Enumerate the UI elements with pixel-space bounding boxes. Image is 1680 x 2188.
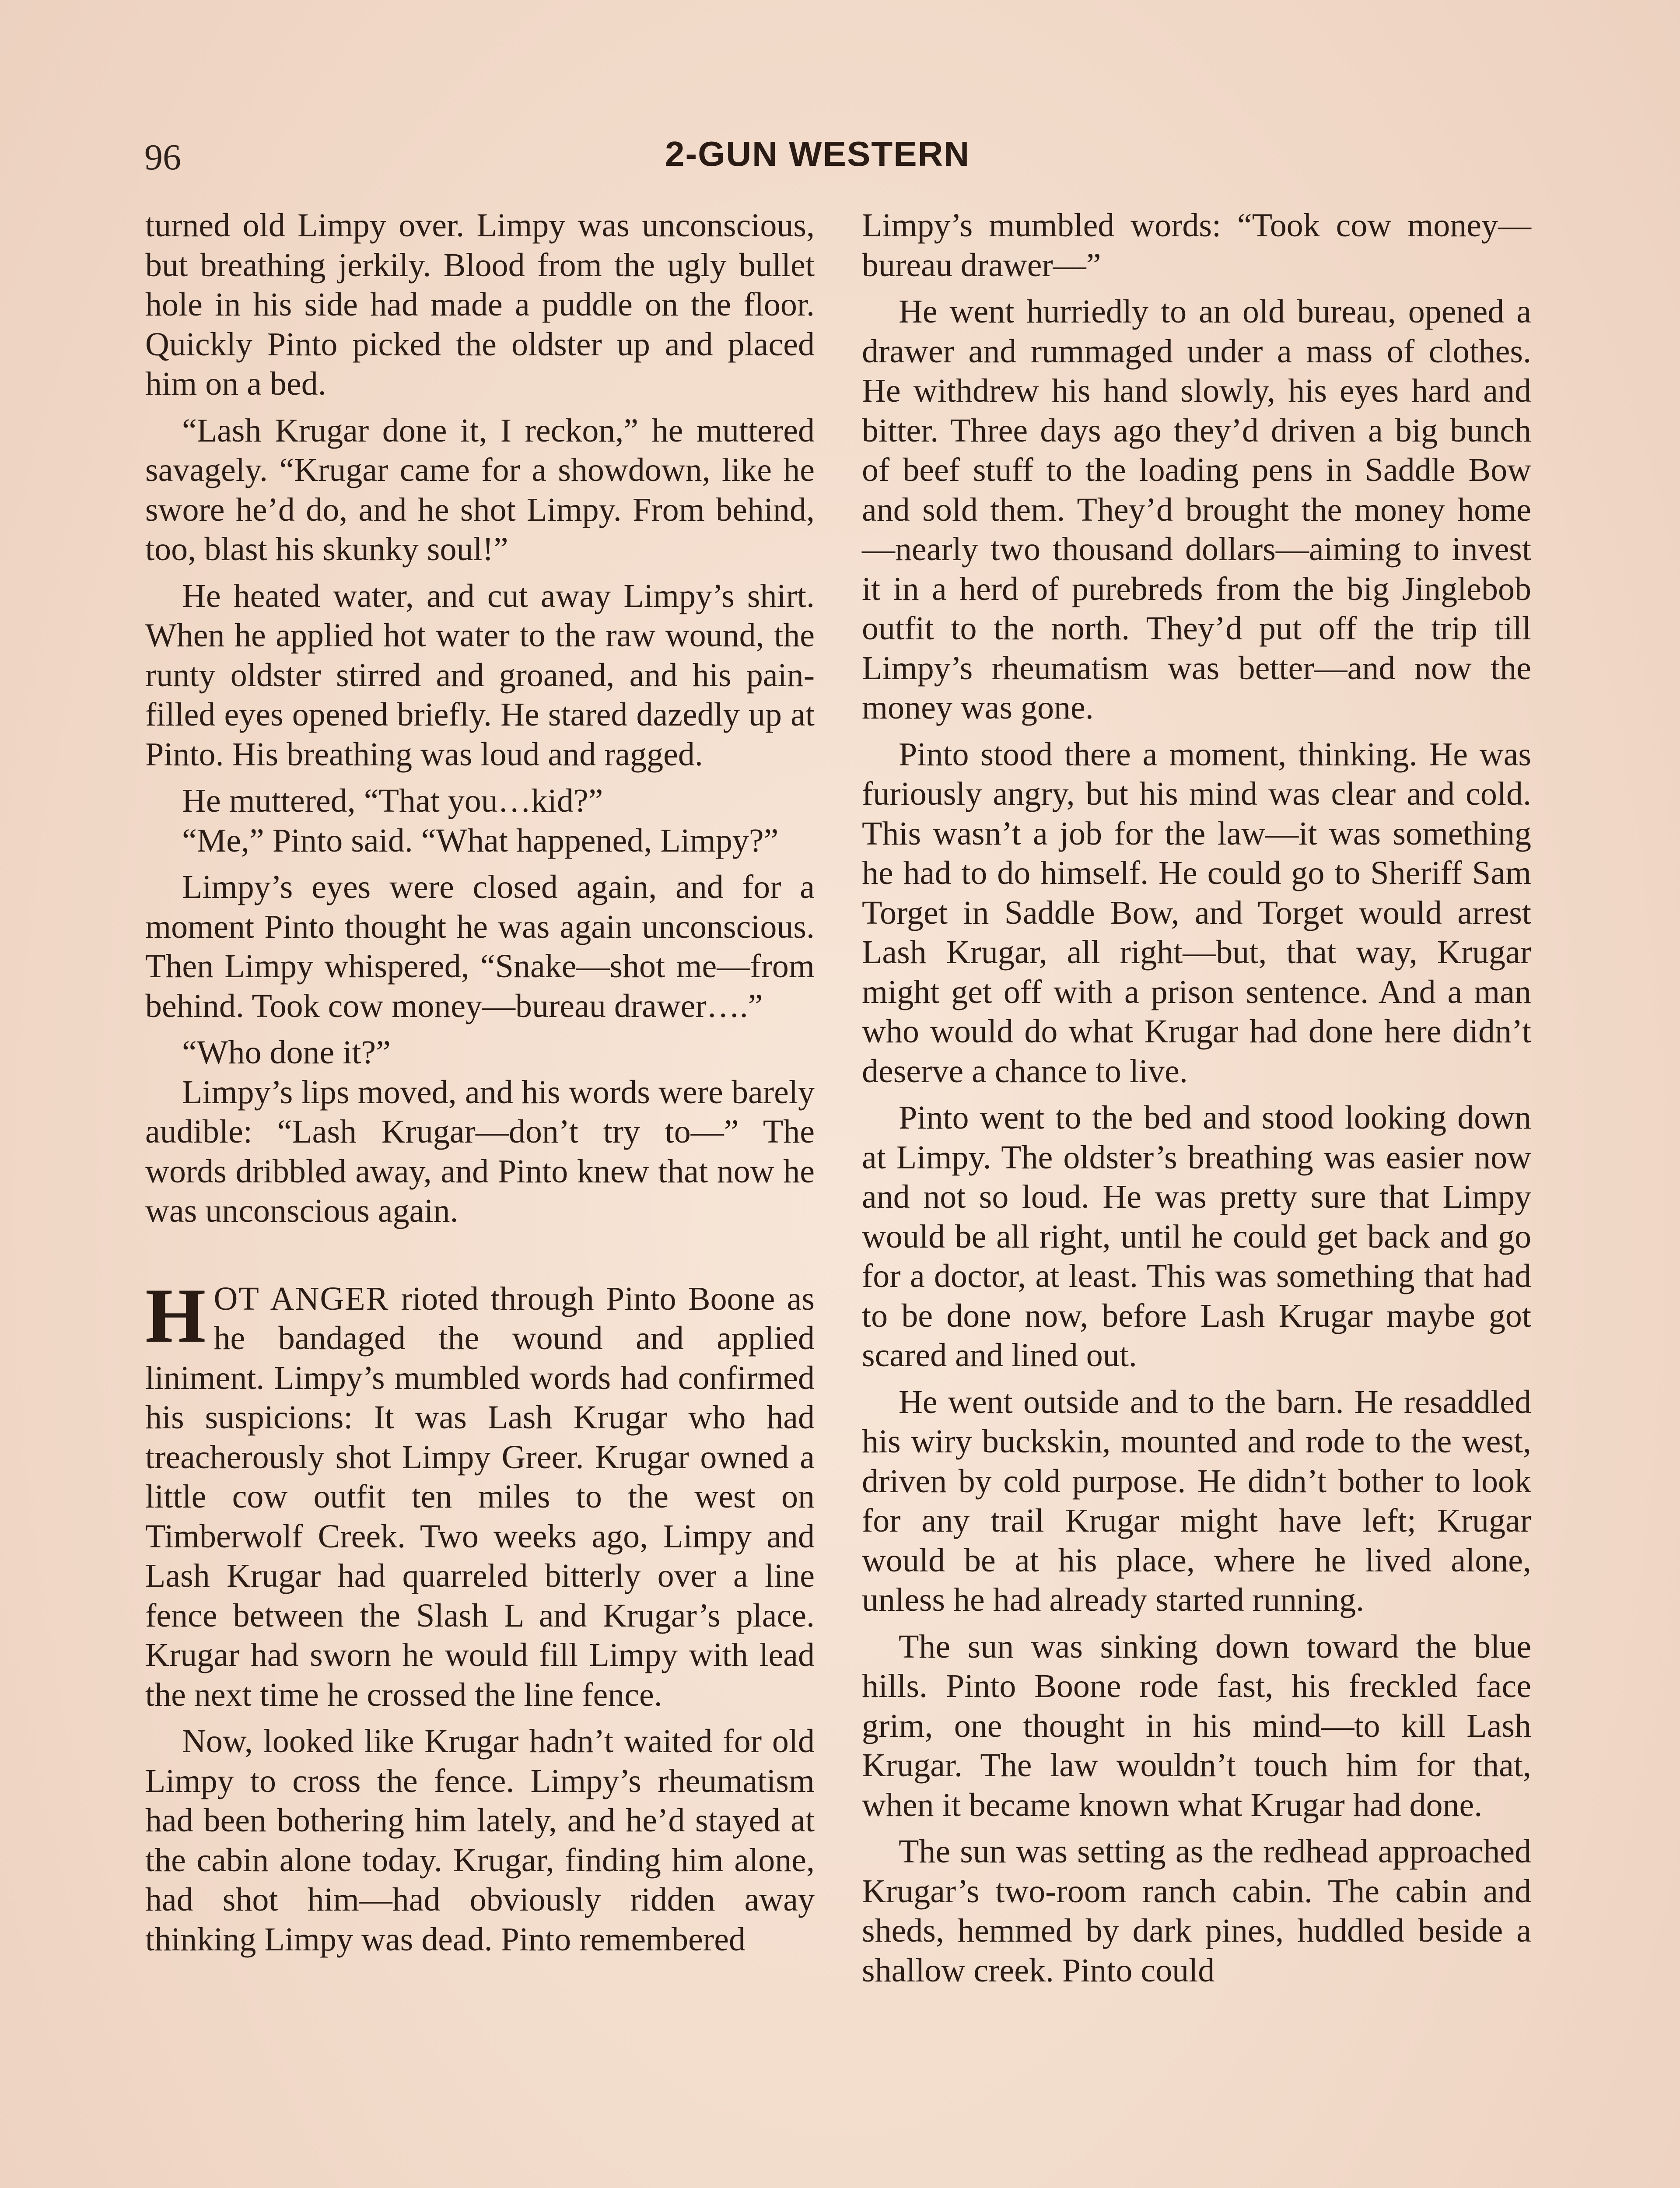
paragraph: Now, looked like Krugar hadn’t waited for old Limpy to cross the fence. Limpy’s rheumatism had been bothering him lately, and he’d stayed at the cabin alone today. Krugar, finding him alone, had shot him—had obviously ridden away thinking Limpy was dead. Pinto remembered bbox=[145, 1723, 815, 1958]
right-column bbox=[862, 206, 1531, 1997]
paragraph: Pinto stood there a moment, thinking. He was furiously angry, but his mind was clear and cold. This wasn’t a job for the law—it was something he had to do himself. He could go to Sheriff Sam Torget in Saddle Bow, and Torget would arrest Lash Krugar, all right—but, that way, Krugar might get off with a prison sentence. And a man who would do what Krugar had done here didn’t deserve a chance to live. bbox=[862, 736, 1531, 1090]
paragraph: “Lash Krugar done it, I reckon,” he muttered savagely. “Krugar came for a showdown, like he swore he’d do, and he shot Limpy. From behind, too, blast his skunky soul!” bbox=[145, 412, 815, 568]
paragraph: Limpy’s mumbled words: “Took cow money—bureau drawer—” bbox=[862, 207, 1531, 284]
paragraph: “Me,” Pinto said. “What happened, Limpy?” bbox=[182, 822, 779, 859]
running-head: 2-GUN WESTERN bbox=[665, 134, 970, 173]
paragraph: turned old Limpy over. Limpy was unconscious, but breathing jerkily. Blood from the ugly bullet hole in his side had made a puddle on the floor. Quickly Pinto picked the oldster up and placed him on a bed. bbox=[145, 207, 815, 402]
paragraph: He muttered, “That you…kid?” bbox=[182, 782, 603, 819]
page-number: 96 bbox=[144, 137, 181, 178]
small-caps-lead: OT ANGER bbox=[214, 1280, 389, 1317]
section-opening-paragraph bbox=[145, 1272, 815, 1715]
paragraph: “Who done it?” bbox=[182, 1034, 391, 1071]
paragraph: The sun was setting as the redhead approached Krugar’s two-room ranch cabin. The cabin and sheds, hemmed by dark pines, huddled beside a shallow creek. Pinto could bbox=[862, 1833, 1531, 1989]
drop-cap: H bbox=[145, 1272, 206, 1359]
paragraph: Pinto went to the bed and stood looking down at Limpy. The oldster’s breathing was easier now and not so loud. He was pretty sure that Limpy would be all right, until he could get back and go for a doctor, at least. This was something that had to be done now, before Lash Krugar maybe got scared and lined out. bbox=[862, 1099, 1531, 1374]
paragraph: Limpy’s eyes were closed again, and for a moment Pinto thought he was again unconscious. Then Limpy whispered, “Snake—shot me—from behind. Took cow money—bureau drawer….” bbox=[145, 869, 815, 1024]
paragraph: The sun was sinking down toward the blue hills. Pinto Boone rode fast, his freckled face grim, one thought in his mind—to kill Lash Krugar. The law wouldn’t touch him for that, when it became known what Krugar had done. bbox=[862, 1628, 1531, 1823]
paragraph: Limpy’s lips moved, and his words were barely audible: “Lash Krugar—don’t try to—” The words dribbled away, and Pinto knew that now he was unconscious again. bbox=[145, 1073, 815, 1229]
left-column bbox=[145, 206, 815, 1966]
paragraph: He went outside and to the barn. He resaddled his wiry buckskin, mounted and rode to the west, driven by cold purpose. He didn’t bother to look for any trail Krugar might have left; Krugar would be at his place, where he lived alone, unless he had already started running. bbox=[862, 1383, 1531, 1618]
paragraph: He heated water, and cut away Limpy’s shirt. When he applied hot water to the raw wound, the runty oldster stirred and groaned, and his pain-filled eyes opened briefly. He stared dazedly up at Pinto. His breathing was loud and ragged. bbox=[145, 577, 815, 773]
paragraph-text: rioted through Pinto Boone as he bandaged the wound and applied liniment. Limpy’s mumbled words had confirmed his suspicions: It was Lash Krugar who had treacherously shot Limpy Greer. Krugar owned a little cow outfit ten miles to the west on Timberwolf Creek. Two weeks ago, Limpy and Lash Krugar had quarreled bitterly over a line fence between the Slash L and Krugar’s place. Krugar had sworn he would fill Limpy with lead the next time he crossed the line fence. bbox=[145, 1280, 815, 1713]
paragraph: He went hurriedly to an old bureau, opened a drawer and rummaged under a mass of clothes. He withdrew his hand slowly, his eyes hard and bitter. Three days ago they’d driven a big bunch of beef stuff to the loading pens in Saddle Bow and sold them. They’d brought the money home—nearly two thousand dollars—aiming to invest it in a herd of purebreds from the big Jinglebob outfit to the north. They’d put off the trip till Limpy’s rheumatism was better—and now the money was gone. bbox=[862, 293, 1531, 726]
